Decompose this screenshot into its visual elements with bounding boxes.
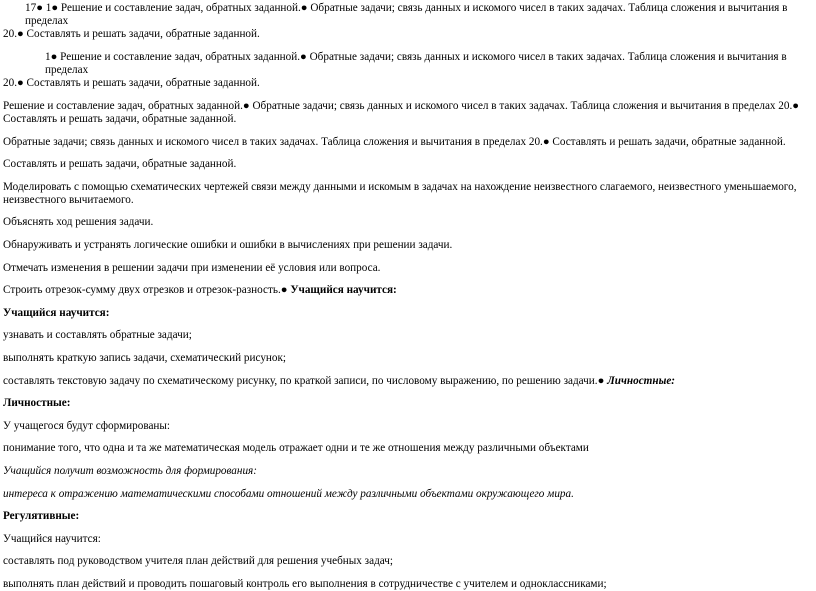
paragraph-16: У учащегося будут сформированы: xyxy=(3,419,171,432)
paragraph-7: Объяснять ход решения задачи. xyxy=(3,216,154,229)
paragraph-1-line-2: 20.● Составлять и решать задачи, обратные заданной. xyxy=(3,28,260,40)
paragraph-14 xyxy=(3,375,809,388)
paragraph-22: составлять под руководством учителя план действий для решения учебных задач; xyxy=(3,555,394,568)
paragraph-2-line-1: 1● Решение и составление задач, обратных заданной.● Обратные задачи; связь данных и искомого чисел в таких задачах. Таблица сложения и вычитания в пределах xyxy=(45,51,787,76)
paragraph-3: Решение и составление задач, обратных заданной.● Обратные задачи; связь данных и искомого чисел в таких задачах. Таблица сложения и вычитания в пределах 20.● Составлять и решать задачи, обратные заданной. xyxy=(3,100,800,125)
heading-personal: Личностные: xyxy=(3,397,71,410)
paragraph-5: Составлять и решать задачи, обратные заданной. xyxy=(3,158,237,171)
heading-regulative: Регулятивные: xyxy=(3,510,80,523)
paragraph-10-bold: Учащийся научится: xyxy=(290,284,397,297)
paragraph-2-line-2: 20.● Составлять и решать задачи, обратные заданной. xyxy=(3,77,260,89)
paragraph-23: выполнять план действий и проводить пошаговый контроль его выполнения в сотрудничестве с учителем и одноклассниками; xyxy=(3,577,607,590)
paragraph-13: выполнять краткую запись задачи, схематический рисунок; xyxy=(3,351,287,364)
paragraph-21: Учащийся научится: xyxy=(3,532,101,545)
heading-student-will-learn: Учащийся научится: xyxy=(3,306,110,319)
paragraph-9: Отмечать изменения в решении задачи при изменении её условия или вопроса. xyxy=(3,261,381,274)
paragraph-10 xyxy=(3,284,809,297)
paragraph-14-bold: Личностные: xyxy=(607,374,676,387)
paragraph-17: понимание того, что одна и та же математическая модель отражает одни и те же отношения между различными объектами xyxy=(3,442,589,455)
paragraph-6: Моделировать с помощью схематических чертежей связи между данными и искомым в задачах на нахождение неизвестного слагаемого, неизвестного уменьшаемого, неизвестного вычитаемого. xyxy=(3,180,797,206)
paragraph-1-line-1: 17● 1● Решение и составление задач, обратных заданной.● Обратные задачи; связь данных и искомого чисел в таких задачах. Таблица сложения и вычитания в пределах xyxy=(25,2,788,27)
paragraph-18: Учащийся получит возможность для формирования: xyxy=(3,464,257,477)
paragraph-14-text: составлять текстовую задачу по схематическому рисунку, по краткой записи, по числовому выражению, по решению задачи.● xyxy=(3,374,605,387)
paragraph-4: Обратные задачи; связь данных и искомого чисел в таких задачах. Таблица сложения и вычитания в пределах 20.● Составлять и решать задачи, обратные заданной. xyxy=(3,135,786,148)
paragraph-12: узнавать и составлять обратные задачи; xyxy=(3,329,192,342)
paragraph-19: интереса к отражению математическими способами отношений между различными объектами окружающего мира. xyxy=(3,487,574,500)
paragraph-10-text: Строить отрезок-сумму двух отрезков и отрезок-разность.● xyxy=(3,284,288,297)
paragraph-8: Обнаруживать и устранять логические ошибки и ошибки в вычислениях при решении задачи. xyxy=(3,238,453,251)
